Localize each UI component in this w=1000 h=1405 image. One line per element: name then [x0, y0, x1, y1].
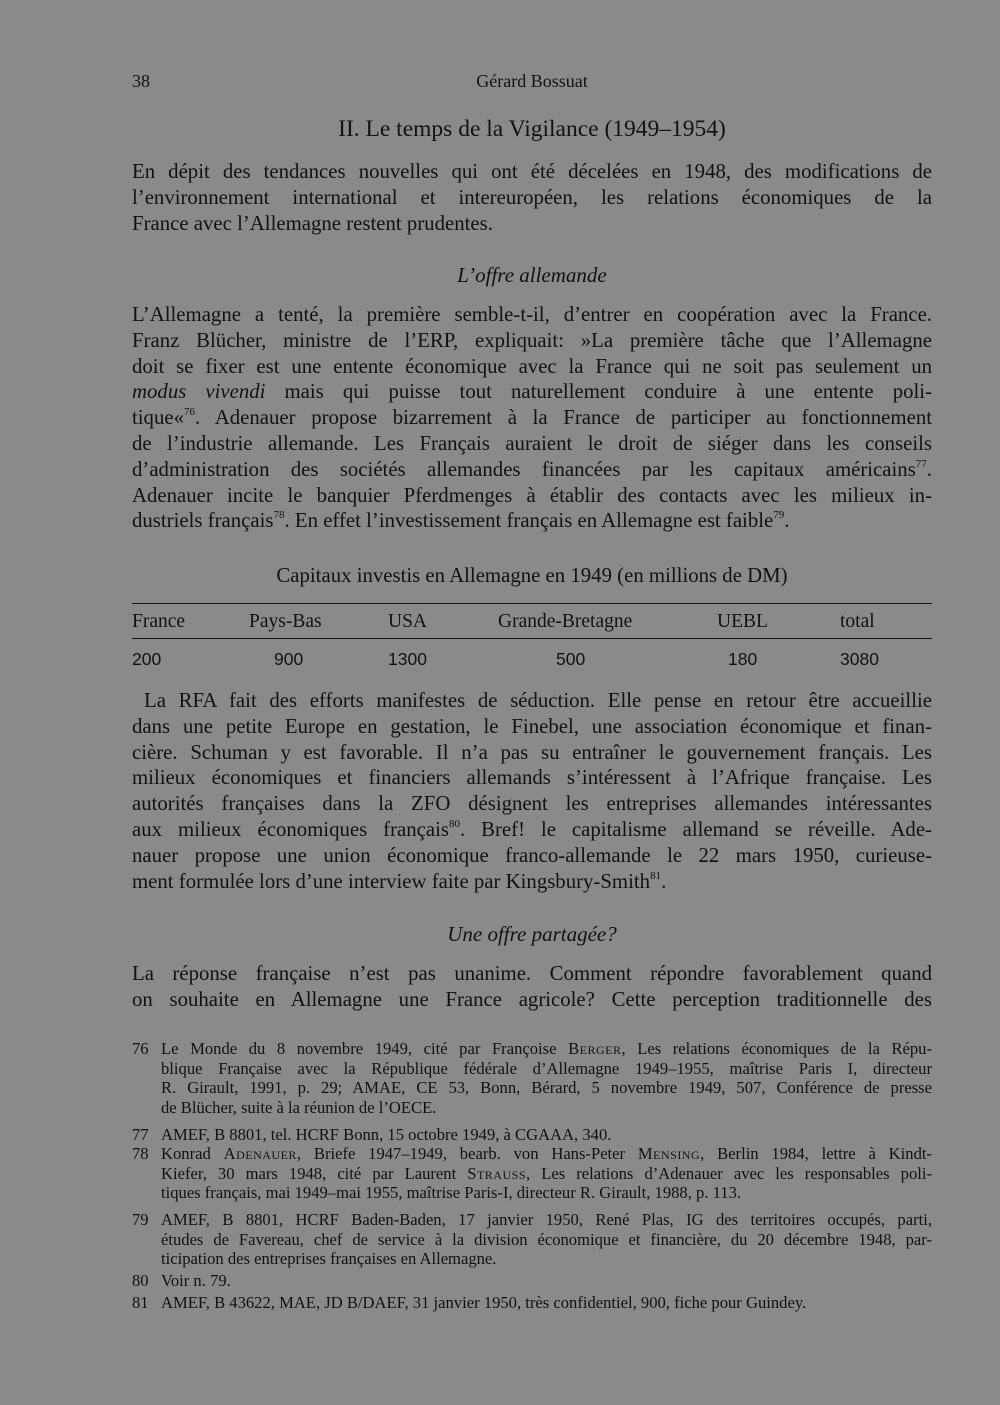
footnote-number: 77 — [132, 1125, 149, 1144]
author-name: Strauss — [467, 1163, 526, 1183]
footnote-line: tiques français, mai 1949–mai 1955, maîtrise Paris-I, directeur R. Girault, 1988, p. 113. — [161, 1183, 742, 1203]
text-fragment: Konrad — [161, 1144, 224, 1163]
footnote-line: R. Girault, 1991, p. 29; AMAE, CE 53, Bonn, Bérard, 5 novembre 1949, 507, Conférence de presse — [161, 1078, 932, 1098]
footnote-ref: 79 — [773, 509, 785, 522]
text-fragment: . Adenauer propose bizarrement à la France de participer au fonctionnement — [194, 406, 932, 430]
table-top-rule — [132, 603, 932, 604]
table-header-cell: Grande-Bretagne — [498, 611, 633, 632]
footnote-line: ticipation des entreprises françaises en Allemagne. — [161, 1249, 497, 1269]
text-line: Franz Blücher, ministre de l’ERP, expliquait: »La première tâche que l’Allemagne — [132, 328, 932, 352]
text-line: l’environnement international et intereuropéen, les relations économiques de la — [132, 185, 932, 209]
footnote-number: 76 — [132, 1039, 149, 1058]
footnote-80 — [132, 1271, 932, 1291]
table-value-cell: 180 — [728, 649, 758, 669]
subheading-offre-allemande: L’offre allemande — [457, 263, 607, 287]
text-line: La RFA fait des efforts manifestes de séduction. Elle pense en retour être accueillie — [144, 689, 932, 712]
footnote-81 — [132, 1293, 932, 1313]
text-fragment: mais qui puisse tout naturellement conduire à une entente poli- — [265, 380, 932, 404]
footnote-number: 78 — [132, 1144, 149, 1163]
text-line — [132, 405, 932, 431]
footnote-line: AMEF, B 43622, MAE, JD B/DAEF, 31 janvier 1950, très confidentiel, 900, fiche pour Guindey. — [161, 1293, 807, 1312]
table-value-cell: 1300 — [388, 649, 427, 669]
author-name: Berger — [568, 1039, 622, 1058]
text-line — [132, 379, 932, 405]
footnote-number: 79 — [132, 1210, 149, 1229]
text-line — [132, 869, 932, 895]
footnote-ref: 77 — [915, 457, 927, 470]
text-line: autorités françaises dans la ZFO désignent les entreprises allemandes intéressantes — [132, 792, 932, 816]
table-header-cell: USA — [388, 611, 428, 632]
footnote-ref: 78 — [273, 509, 285, 522]
paragraph-rfa — [132, 688, 932, 894]
table-header-rule — [132, 638, 932, 639]
footnote-line: de Blücher, suite à la réunion de l’OECE. — [161, 1098, 437, 1118]
text-line: Adenauer incite le banquier Pferdmenges à établir des contacts avec les milieux in- — [132, 483, 932, 507]
paragraph-offre-allemande — [132, 302, 932, 534]
footnote-line — [161, 1164, 932, 1184]
text-fragment: . Bref! le capitalisme allemand se réveille. Ade- — [459, 817, 932, 841]
footnote-76 — [132, 1039, 932, 1119]
table-value-cell: 3080 — [840, 649, 879, 669]
footnote-line: études de Favereau, chef de service à la division économique et financière, du 20 décembre 1948, par- — [161, 1229, 932, 1249]
text-fragment: . — [926, 457, 932, 481]
text-fragment: , Les relations d’Adenauer avec les responsables poli- — [526, 1163, 932, 1183]
table-header-cell: France — [132, 611, 186, 632]
text-fragment: ment formulée lors d’une interview faite par Kingsbury-Smith — [132, 869, 651, 893]
text-fragment: . En effet l’investissement français en Allemagne est faible — [284, 509, 774, 533]
text-line — [132, 508, 932, 534]
text-fragment: , Les relations économiques de la Répu- — [621, 1039, 932, 1058]
paragraph-reponse-francaise — [132, 961, 932, 1013]
text-line: on souhaite en Allemagne une France agricole? Cette perception traditionnelle des — [132, 987, 932, 1011]
running-head-author: Gérard Bossuat — [476, 71, 588, 91]
table-header-cell: Pays-Bas — [249, 611, 322, 632]
table-value-cell: 900 — [274, 649, 304, 669]
text-fragment: dustriels français — [132, 509, 274, 533]
footnote-ref: 76 — [183, 406, 195, 419]
author-name: Mensing — [637, 1144, 701, 1163]
text-line: La réponse française n’est pas unanime. Comment répondre favorablement quand — [132, 962, 932, 985]
text-fragment: . — [784, 509, 790, 533]
footnote-line: AMEF, B 8801, tel. HCRF Bonn, 15 octobre 1949, à CGAAA, 340. — [161, 1125, 612, 1144]
table-caption: Capitaux investis en Allemagne en 1949 (en millions de DM) — [276, 564, 788, 587]
subheading-offre-partagee: Une offre partagée? — [447, 922, 617, 946]
footnote-ref: 81 — [650, 869, 662, 882]
text-line: nauer propose une union économique franco-allemande le 22 mars 1950, curieuse- — [132, 843, 932, 867]
text-line: L’Allemagne a tenté, la première semble-t-il, d’entrer en coopération avec la France. — [132, 303, 932, 326]
footnote-77 — [132, 1125, 932, 1145]
italic-term: modus vivendi — [132, 380, 266, 404]
text-line: France avec l’Allemagne restent prudentes. — [132, 211, 493, 235]
text-fragment: , Briefe 1947–1949, bearb. von Hans-Peter — [296, 1144, 638, 1163]
author-name: Adenauer — [223, 1144, 297, 1163]
table-value-cell: 500 — [556, 649, 586, 669]
text-fragment: . — [661, 869, 667, 893]
running-head — [132, 71, 932, 97]
text-line — [132, 817, 932, 843]
text-line — [132, 457, 932, 483]
footnote-line: AMEF, B 8801, HCRF Baden-Baden, 17 janvier 1950, René Plas, IG des territoires occupés, parti, — [161, 1210, 932, 1229]
footnote-line: Voir n. 79. — [161, 1271, 231, 1290]
text-line: En dépit des tendances nouvelles qui ont été décelées en 1948, des modifications de — [132, 160, 932, 183]
text-line: de l’industrie allemande. Les Français auraient le droit de siéger dans les conseils — [132, 431, 932, 455]
intro-paragraph — [132, 159, 932, 236]
text-fragment: tique« — [132, 406, 184, 430]
text-line: cière. Schuman y est favorable. Il n’a pas su entraîner le gouvernement français. Les — [132, 740, 932, 764]
text-line: doit se fixer est une entente économique avec la France qui ne soit pas seulement un — [132, 354, 932, 378]
footnote-line — [161, 1039, 932, 1059]
footnote-line — [161, 1144, 932, 1164]
text-fragment: Kiefer, 30 mars 1948, cité par Laurent — [161, 1163, 468, 1183]
text-fragment: Le Monde du 8 novembre 1949, cité par Françoise — [161, 1039, 569, 1058]
page-number: 38 — [132, 71, 150, 91]
section-title: II. Le temps de la Vigilance (1949–1954) — [338, 116, 726, 142]
footnote-number: 80 — [132, 1271, 149, 1290]
footnote-79 — [132, 1210, 932, 1270]
footnote-78 — [132, 1144, 932, 1204]
table-header-cell: total — [840, 611, 875, 632]
text-fragment: aux milieux économiques français — [132, 817, 449, 841]
text-line: milieux économiques et financiers allemands s’intéressent à l’Afrique française. Les — [132, 766, 932, 790]
table-header-cell: UEBL — [717, 611, 768, 632]
text-line: dans une petite Europe en gestation, le Finebel, une association économique et finan- — [132, 714, 932, 738]
text-fragment: , Berlin 1984, lettre à Kindt- — [700, 1144, 933, 1163]
footnote-line: blique Française avec la République fédérale d’Allemagne 1949–1955, maîtrise Paris I, directeur — [161, 1058, 932, 1078]
footnote-ref: 80 — [448, 818, 460, 831]
footnote-number: 81 — [132, 1293, 149, 1312]
text-fragment: d’administration des sociétés allemandes financées par les capitaux américains — [132, 457, 916, 481]
table-value-cell: 200 — [132, 649, 162, 669]
